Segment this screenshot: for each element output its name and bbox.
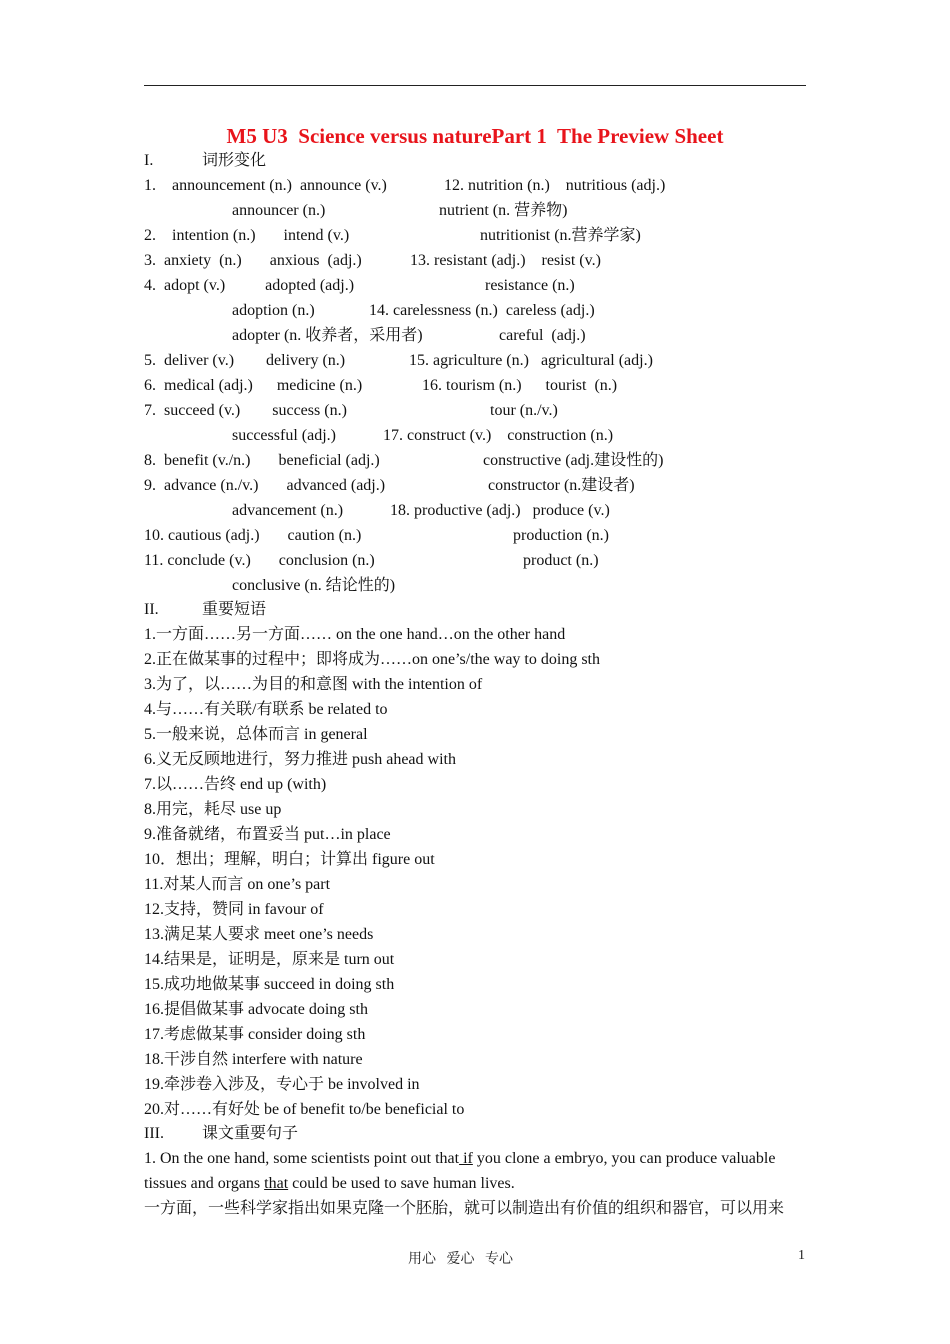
vocab-right: 12. nutrition (n.) nutritious (adj.): [444, 177, 666, 194]
phrase-item: 18.干涉自然 interfere with nature: [144, 1051, 363, 1068]
page-title: M5 U3 Science versus naturePart 1 The Preview Sheet: [226, 124, 724, 148]
sentence-text: could be used to save human lives.: [288, 1175, 515, 1192]
vocab-left: successful (adj.): [232, 427, 336, 444]
sentence-text: you clone a embryo, you can produce valuable: [472, 1150, 776, 1167]
vocab-left: 4. adopt (v.) adopted (adj.): [144, 277, 355, 294]
vocab-left: 6. medical (adj.) medicine (n.): [144, 377, 363, 394]
vocab-right: constructive (adj.建设性的): [483, 452, 664, 469]
vocab-right: 14. carelessness (n.) careless (adj.): [369, 302, 595, 319]
section-heading-text: 课文重要句子: [202, 1125, 299, 1142]
vocab-left: 3. anxiety (n.) anxious (adj.): [144, 252, 362, 269]
vocab-right: 17. construct (v.) construction (n.): [383, 427, 614, 444]
phrase-item: 15.成功地做某事 succeed in doing sth: [144, 976, 395, 993]
sentence-line: [144, 1149, 775, 1169]
phrase-item: 7.以……告终 end up (with): [144, 776, 327, 793]
phrase-item: 9.准备就绪，布置妥当 put…in place: [144, 826, 391, 843]
vocab-right: 18. productive (adj.) produce (v.): [390, 502, 610, 519]
footer-motto: 用心 爱心 专心: [408, 1252, 513, 1267]
vocab-number: 1.: [144, 177, 156, 194]
phrase-item: 10．想出；理解，明白；计算出 figure out: [144, 851, 435, 868]
phrase-item: 13.满足某人要求 meet one’s needs: [144, 926, 374, 943]
vocab-right: careful (adj.): [499, 327, 586, 344]
sentence-text: 1. On the one hand, some scientists point out that: [144, 1150, 460, 1167]
sentence-translation: 一方面，一些科学家指出如果克隆一个胚胎，就可以制造出有价值的组织和器官，可以用来: [144, 1200, 785, 1217]
vocab-left: 5. deliver (v.) delivery (n.): [144, 352, 346, 369]
phrase-item: 19.牵涉卷入涉及，专心于 be involved in: [144, 1076, 420, 1093]
vocab-right: resistance (n.): [485, 277, 575, 294]
vocab-left: announcer (n.): [232, 202, 326, 219]
vocab-left: advancement (n.): [232, 502, 344, 519]
vocab-left: 7. succeed (v.) success (n.): [144, 402, 347, 419]
page-number: 1: [798, 1248, 805, 1263]
vocab-left: adopter (n. 收养者，采用者): [232, 327, 423, 344]
vocab-right: 13. resistant (adj.) resist (v.): [410, 252, 601, 269]
vocab-right: nutritionist (n.营养学家): [480, 227, 641, 244]
vocab-right: product (n.): [523, 552, 599, 569]
phrase-item: 5.一般来说，总体而言 in general: [144, 726, 368, 743]
sentence-text: tissues and organs: [144, 1175, 265, 1192]
section-heading-num: III.: [144, 1125, 164, 1142]
phrase-item: 4.与……有关联/有联系 be related to: [144, 701, 388, 718]
vocab-left: intention (n.) intend (v.): [172, 227, 350, 244]
vocab-right: nutrient (n. 营养物): [439, 202, 568, 219]
vocab-left: 10. cautious (adj.) caution (n.): [144, 527, 362, 544]
phrase-item: 6.义无反顾地进行，努力推进 push ahead with: [144, 751, 456, 768]
phrase-item: 3.为了，以……为目的和意图 with the intention of: [144, 676, 483, 693]
vocab-number: 2.: [144, 227, 156, 244]
vocab-left: conclusive (n. 结论性的): [232, 577, 396, 594]
vocab-left: 9. advance (n./v.) advanced (adj.): [144, 477, 386, 494]
phrase-item: 11.对某人而言 on one’s part: [144, 876, 331, 893]
vocab-right: production (n.): [513, 527, 609, 544]
section-heading-num: II.: [144, 601, 159, 618]
phrase-item: 1.一方面……另一方面…… on the one hand…on the other hand: [144, 626, 566, 643]
vocab-right: constructor (n.建设者): [488, 477, 635, 494]
phrase-item: 12.支持，赞同 in favour of: [144, 901, 324, 918]
vocab-right: 15. agriculture (n.) agricultural (adj.): [409, 352, 653, 369]
sentence-line: [144, 1174, 515, 1194]
vocab-left: adoption (n.): [232, 302, 315, 319]
phrase-item: 2.正在做某事的过程中；即将成为……on one’s/the way to doing sth: [144, 651, 600, 668]
underlined-word: if: [459, 1150, 473, 1167]
phrase-item: 16.提倡做某事 advocate doing sth: [144, 1001, 368, 1018]
phrase-item: 8.用完，耗尽 use up: [144, 801, 282, 818]
vocab-left: 8. benefit (v./n.) beneficial (adj.): [144, 452, 380, 469]
underlined-word: that: [264, 1175, 289, 1192]
vocab-right: tour (n./v.): [490, 402, 558, 419]
vocab-left: 11. conclude (v.) conclusion (n.): [144, 552, 375, 569]
phrase-item: 14.结果是，证明是，原来是 turn out: [144, 951, 395, 968]
section-heading-text: 重要短语: [202, 601, 267, 618]
section-heading-num: I.: [144, 152, 154, 169]
phrase-item: 20.对……有好处 be of benefit to/be beneficial to: [144, 1101, 465, 1118]
vocab-left: announcement (n.) announce (v.): [172, 177, 387, 194]
section-heading-text: 词形变化: [202, 152, 267, 169]
header-rule: [144, 85, 806, 86]
phrase-item: 17.考虑做某事 consider doing sth: [144, 1026, 366, 1043]
vocab-right: 16. tourism (n.) tourist (n.): [422, 377, 618, 394]
